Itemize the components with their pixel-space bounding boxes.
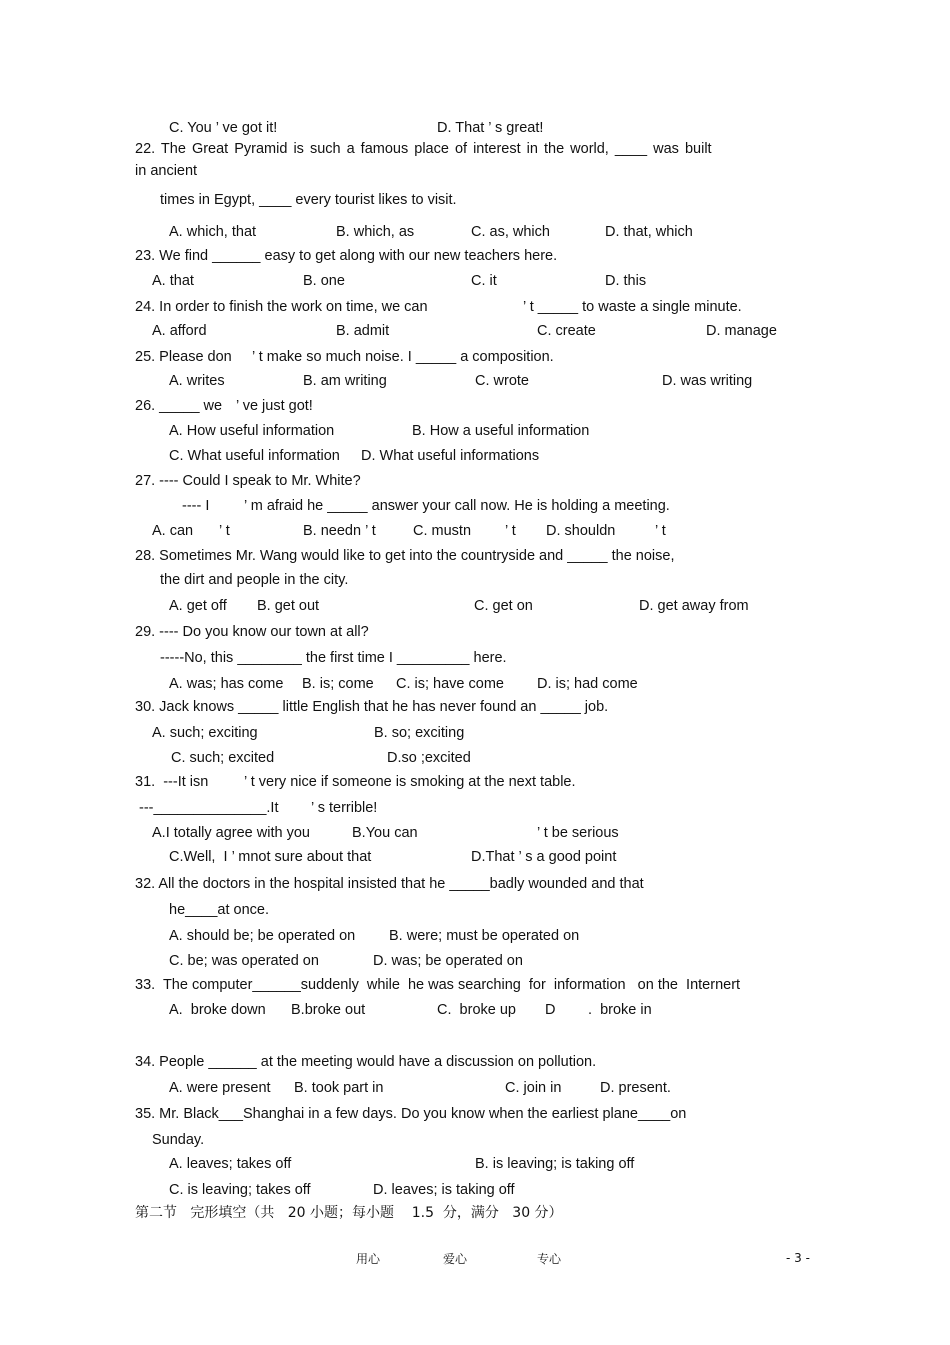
question-25-b: ’ t make so much noise. I _____ a composition. [252, 349, 554, 365]
choice-33b: B.broke out [291, 1002, 366, 1018]
choice-23d: D. this [605, 273, 647, 289]
question-24-b: ’ t _____ to waste a single minute. [523, 299, 742, 315]
choice-29d: D. is; had come [537, 676, 638, 692]
choice-27c: C. mustn [413, 523, 472, 539]
choice-33d-letter: D [545, 1002, 556, 1018]
question-27-reply: ---- I [182, 498, 210, 514]
choice-29c: C. is; have come [396, 676, 504, 692]
choice-31d: D.That ’ s a good point [471, 849, 617, 865]
question-22-cont: in ancient [135, 163, 198, 179]
section-heading: 第二节 完形填空（共 20 小题；每小题 1.5 分，满分 30 分） [135, 1205, 563, 1221]
choice-23b: B. one [303, 273, 345, 289]
question-35-cont: Sunday. [152, 1132, 205, 1148]
choice-26c: C. What useful information [169, 448, 340, 464]
question-29-reply: -----No, this ________ the first time I _________ here. [160, 650, 507, 666]
choice-31b: B.You can [352, 825, 418, 841]
choice-28c: C. get on [474, 598, 533, 614]
question-26-b: ’ ve just got! [236, 398, 313, 414]
choice-27a: A. can [152, 523, 194, 539]
choice-34a: A. were present [169, 1080, 271, 1096]
choice-32a: A. should be; be operated on [169, 928, 356, 944]
choice-35a: A. leaves; takes off [169, 1156, 292, 1172]
question-28-cont: the dirt and people in the city. [160, 572, 349, 588]
question-22-cont2: times in Egypt, ____ every tourist likes to visit. [160, 192, 457, 208]
question-31: 31. ---It isn [135, 774, 209, 790]
question-27: 27. ---- Could I speak to Mr. White? [135, 473, 361, 489]
question-28: 28. Sometimes Mr. Wang would like to get into the countryside and _____ the noise, [135, 548, 675, 564]
choice-26d: D. What useful informations [361, 448, 540, 464]
choice-27d-b: ’ t [655, 523, 666, 539]
question-33: 33. The computer______suddenly while he was searching for information on the Internert [135, 977, 741, 993]
question-23: 23. We find ______ easy to get along with our new teachers here. [135, 248, 558, 264]
choice-31b-b: ’ t be serious [537, 825, 619, 841]
choice-29b: B. is; come [302, 676, 374, 692]
choice-32b: B. were; must be operated on [389, 928, 580, 944]
question-27-reply-b: ’ m afraid he _____ answer your call now. He is holding a meeting. [244, 498, 670, 514]
question-30: 30. Jack knows _____ little English that he has never found an _____ job. [135, 699, 609, 715]
question-31-reply: ---______________.It [139, 800, 279, 816]
choice-27a-b: ’ t [219, 523, 230, 539]
choice-30d: D.so ;excited [387, 750, 471, 766]
question-29: 29. ---- Do you know our town at all? [135, 624, 369, 640]
choice-30a: A. such; exciting [152, 725, 258, 741]
choice-22a: A. which, that [169, 224, 257, 240]
choice-30c: C. such; excited [171, 750, 275, 766]
question-31-reply-b: ’ s terrible! [311, 800, 378, 816]
choice-28b: B. get out [257, 598, 320, 614]
choice-22d: D. that, which [605, 224, 693, 240]
choice-34c: C. join in [505, 1080, 562, 1096]
choice-28a: A. get off [169, 598, 227, 614]
choice-25c: C. wrote [475, 373, 529, 389]
line-choice-21c: C. You ’ ve got it! [169, 120, 278, 136]
choice-33d: . broke in [588, 1002, 652, 1018]
question-22: 22. The Great Pyramid is such a famous place of interest in the world, ____ was built [135, 141, 712, 157]
choice-34b: B. took part in [294, 1080, 384, 1096]
footer-right: 专心 [537, 1252, 562, 1266]
choice-32c: C. be; was operated on [169, 953, 319, 969]
choice-25d: D. was writing [662, 373, 753, 389]
choice-27b: B. needn ’ t [303, 523, 376, 539]
choice-24c: C. create [537, 323, 596, 339]
choice-23a: A. that [152, 273, 194, 289]
line-choice-21d: D. That ’ s great! [437, 120, 544, 136]
footer-middle: 爱心 [443, 1252, 468, 1266]
choice-23c: C. it [471, 273, 497, 289]
choice-31c: C.Well, I ’ mnot sure about that [169, 849, 372, 865]
choice-32d: D. was; be operated on [373, 953, 523, 969]
choice-25a: A. writes [169, 373, 225, 389]
choice-22b: B. which, as [336, 224, 415, 240]
choice-33c: C. broke up [437, 1002, 516, 1018]
choice-35b: B. is leaving; is taking off [475, 1156, 635, 1172]
choice-26a: A. How useful information [169, 423, 335, 439]
question-25: 25. Please don [135, 349, 232, 365]
question-24: 24. In order to finish the work on time, we can [135, 299, 428, 315]
choice-33a: A. broke down [169, 1002, 266, 1018]
choice-27d: D. shouldn [546, 523, 616, 539]
choice-27c-b: ’ t [505, 523, 516, 539]
choice-35d: D. leaves; is taking off [373, 1182, 515, 1198]
question-31-b: ’ t very nice if someone is smoking at the next table. [244, 774, 576, 790]
question-32-cont: he____at once. [169, 902, 269, 918]
choice-34d: D. present. [600, 1080, 671, 1096]
page-number: - 3 - [786, 1251, 810, 1265]
question-26: 26. _____ we [135, 398, 223, 414]
question-34: 34. People ______ at the meeting would have a discussion on pollution. [135, 1054, 597, 1070]
choice-25b: B. am writing [303, 373, 387, 389]
footer-left: 用心 [356, 1252, 381, 1266]
choice-24d: D. manage [706, 323, 777, 339]
choice-24b: B. admit [336, 323, 390, 339]
choice-22c: C. as, which [471, 224, 550, 240]
question-35: 35. Mr. Black___Shanghai in a few days. Do you know when the earliest plane____on [135, 1106, 687, 1122]
choice-35c: C. is leaving; takes off [169, 1182, 311, 1198]
choice-28d: D. get away from [639, 598, 749, 614]
choice-24a: A. afford [152, 323, 207, 339]
choice-31a: A.I totally agree with you [152, 825, 310, 841]
choice-26b: B. How a useful information [412, 423, 590, 439]
choice-30b: B. so; exciting [374, 725, 465, 741]
question-32: 32. All the doctors in the hospital insisted that he _____badly wounded and that [135, 876, 644, 892]
choice-29a: A. was; has come [169, 676, 284, 692]
